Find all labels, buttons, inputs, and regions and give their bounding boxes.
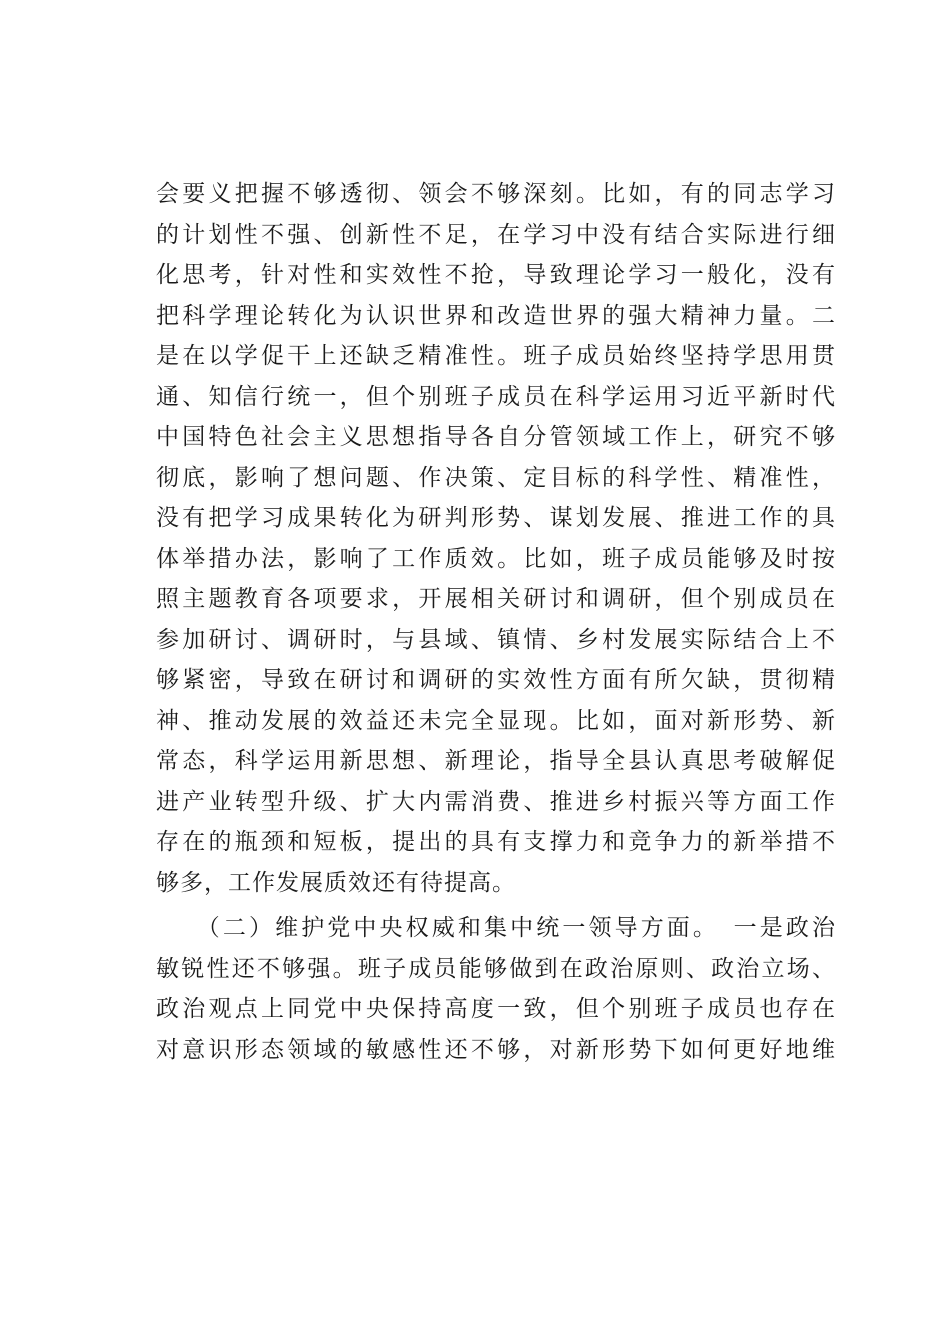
- text-line: 存在的瓶颈和短板，提出的具有支撑力和竞争力的新举措不: [156, 829, 836, 855]
- text-line: 的计划性不强、创新性不足，在学习中没有结合实际进行细: [156, 221, 836, 248]
- text-line: 化思考，针对性和实效性不抢，导致理论学习一般化，没有: [156, 262, 836, 288]
- text-line: 够多，工作发展质效还有待提高。: [156, 869, 516, 896]
- text-line: 体举措办法，影响了工作质效。比如，班子成员能够及时按: [156, 545, 836, 572]
- text-line: 对意识形态领域的敏感性还不够，对新形势下如何更好地维: [156, 1036, 836, 1063]
- text-line: 彻底，影响了想问题、作决策、定目标的科学性、精准性，: [156, 464, 836, 491]
- text-line: 政治观点上同党中央保持高度一致，但个别班子成员也存在: [156, 996, 836, 1022]
- text-line: 神、推动发展的效益还未完全显现。比如，面对新形势、新: [156, 707, 836, 734]
- text-line: 进产业转型升级、扩大内需消费、推进乡村振兴等方面工作: [156, 788, 836, 815]
- text-line: 把科学理论转化为认识世界和改造世界的强大精神力量。二: [156, 302, 836, 329]
- document-body: [156, 174, 836, 1070]
- text-line: （二）维护党中央权威和集中统一领导方面。 一是政治: [156, 915, 836, 941]
- paragraph-2: [156, 908, 836, 1070]
- text-line: 会要义把握不够透彻、领会不够深刻。比如，有的同志学习: [156, 181, 836, 207]
- text-line: 是在以学促干上还缺乏精准性。班子成员始终坚持学思用贯: [156, 343, 836, 369]
- text-line: 参加研讨、调研时，与县域、镇情、乡村发展实际结合上不: [156, 626, 836, 653]
- text-line: 照主题教育各项要求，开展相关研讨和调研，但个别成员在: [156, 586, 836, 612]
- text-line: 敏锐性还不够强。班子成员能够做到在政治原则、政治立场、: [156, 955, 836, 982]
- text-line: 常态，科学运用新思想、新理论，指导全县认真思考破解促: [156, 748, 836, 774]
- text-line: 没有把学习成果转化为研判形势、谋划发展、推进工作的具: [156, 505, 836, 531]
- text-line: 够紧密，导致在研讨和调研的实效性方面有所欠缺，贯彻精: [156, 667, 836, 693]
- text-line: 中国特色社会主义思想指导各自分管领域工作上，研究不够: [156, 424, 836, 450]
- text-line: 通、知信行统一，但个别班子成员在科学运用习近平新时代: [156, 383, 836, 410]
- paragraph-1: [156, 174, 836, 903]
